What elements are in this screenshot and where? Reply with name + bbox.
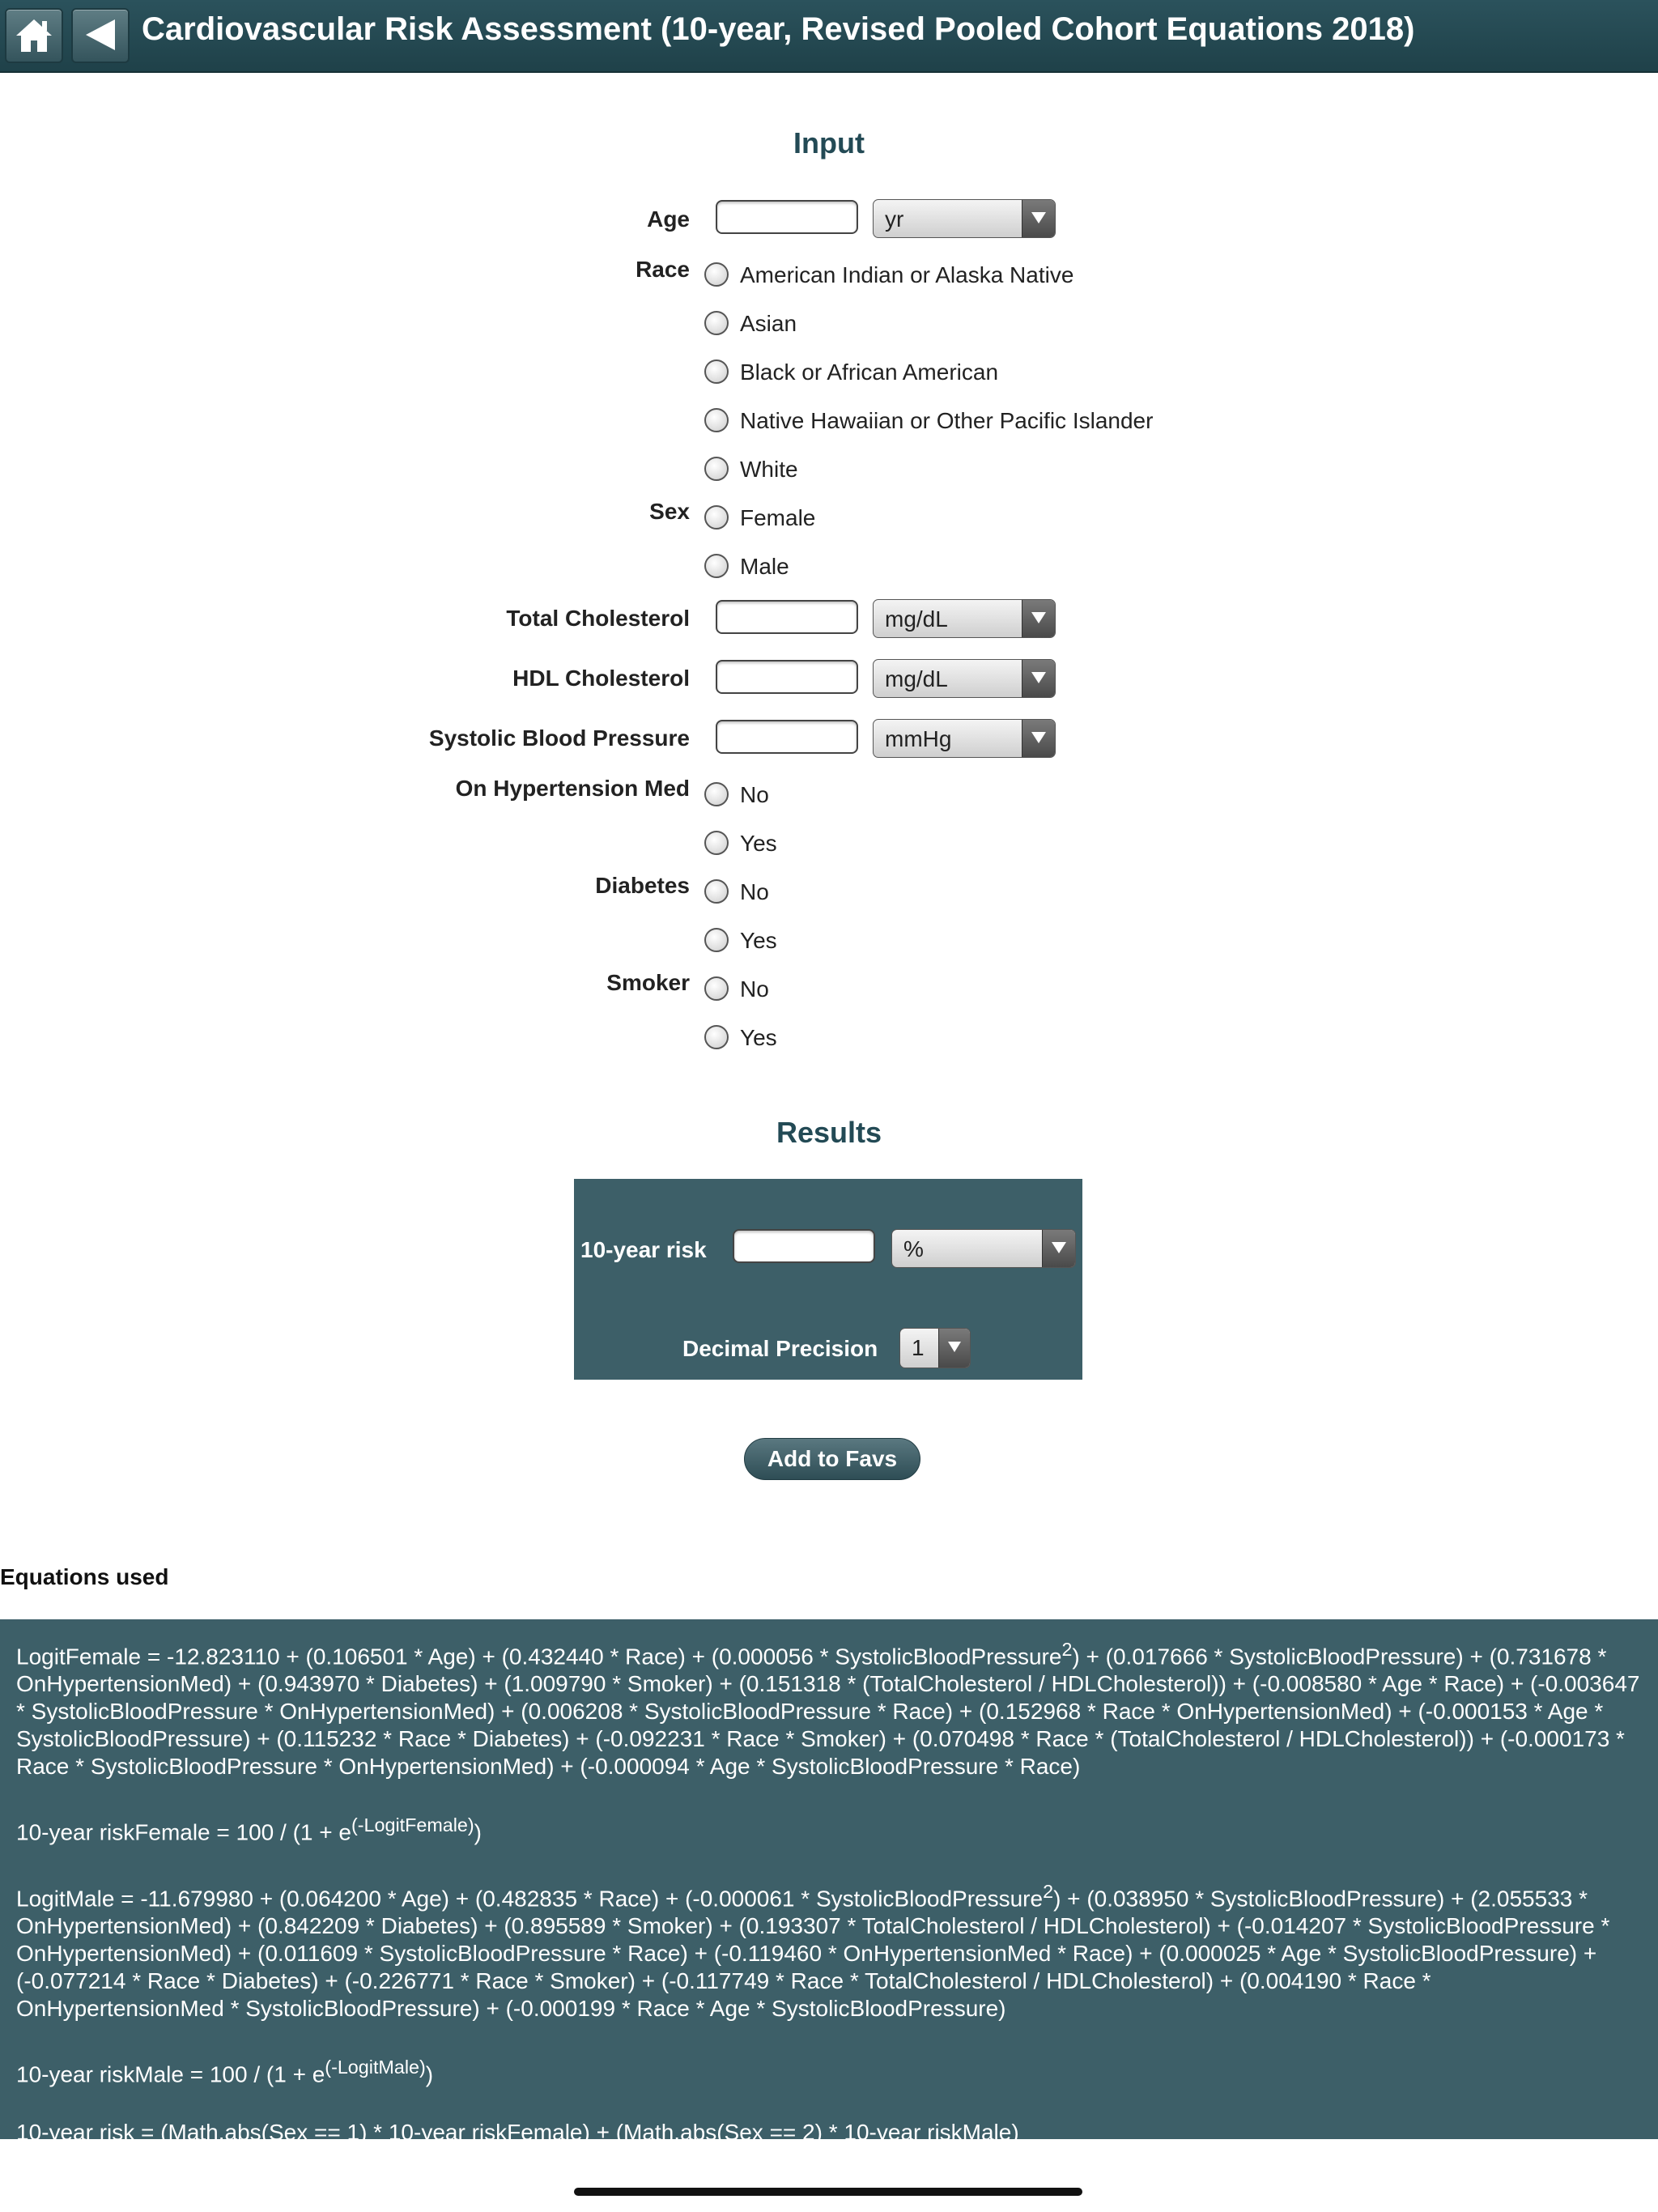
total-cholesterol-unit-value: mg/dL [885, 606, 948, 632]
results-panel [574, 1179, 1082, 1380]
smoker-label: Smoker [606, 970, 690, 995]
radio-button[interactable] [704, 782, 729, 806]
race-option-label: Asian [740, 311, 797, 336]
header-bar [0, 0, 1658, 73]
sex-option-label: Male [740, 554, 789, 579]
race-label: Race [636, 257, 690, 282]
hdl-cholesterol-unit-value: mg/dL [885, 666, 948, 691]
home-indicator [574, 2188, 1082, 2196]
systolic-bp-unit-value: mmHg [885, 726, 952, 751]
equation-logit-male: LogitMale = -11.679980 + (0.064200 * Age) + (0.482835 * Race) + (-0.000061 * SystolicBloodPressure$^2$) + (0.038950 * SystolicBloodPressure) + (2.055533 * OnHypertensionMed) + (0.842209 * Diabetes) + (0.895589 * Smoker) + (0.193307 * TotalCholesterol / HDLCholesterol) + (-0.014207 * SystolicBloodPressure * OnHypertensionMed) + (0.011609 * SystolicBloodPressure * Race) + (-0.119460 * OnHypertensionMed * Race) + (0.000025 * Age * SystolicBloodPressure) + (-0.077214 * Race * Diabetes) + (-0.226771 * Race * Smoker) + (-0.117749 * Race * TotalCholesterol / HDLCholesterol) + (0.004190 * Race * OnHypertensionMed * SystolicBloodPressure) + (-0.000199 * Race * Age * SystolicBloodPressure) [16, 1880, 1610, 2021]
hypertension-med-option-label: No [740, 782, 769, 807]
equation-risk-male: 10-year riskMale = $100 / (1 + e^{(-LogitMale)})$ [16, 2056, 434, 2087]
hdl-cholesterol-label: HDL Cholesterol [512, 666, 690, 691]
equation-risk-female: 10-year riskFemale = $100 / (1 + e^{(-LogitFemale)})$ [16, 1814, 482, 1845]
age-label: Age [647, 206, 690, 232]
radio-button[interactable] [704, 505, 729, 530]
radio-button[interactable] [704, 879, 729, 904]
age-input[interactable] [716, 200, 858, 234]
risk-output[interactable] [733, 1229, 875, 1263]
back-button[interactable] [71, 8, 130, 63]
smoker-option-label: Yes [740, 1025, 777, 1050]
total-cholesterol-label: Total Cholesterol [506, 606, 690, 631]
chevron-down-icon [1042, 1230, 1075, 1267]
radio-button[interactable] [704, 1025, 729, 1049]
chevron-down-icon [1022, 720, 1055, 757]
back-arrow-icon [81, 16, 120, 53]
radio-button[interactable] [704, 311, 729, 335]
equations-title: Equations used [0, 1564, 169, 1589]
risk-unit-select[interactable] [891, 1229, 1076, 1268]
chevron-down-icon [1022, 200, 1055, 237]
home-icon [15, 16, 53, 53]
race-option-label: Native Hawaiian or Other Pacific Islander [740, 408, 1154, 433]
sex-option-label: Female [740, 505, 816, 530]
diabetes-option-label: Yes [740, 928, 777, 953]
radio-button[interactable] [704, 359, 729, 384]
race-option-label: Black or African American [740, 359, 999, 385]
risk-label: 10-year risk [580, 1237, 707, 1262]
hypertension-med-option-label: Yes [740, 831, 777, 856]
age-unit-value: yr [885, 206, 904, 232]
diabetes-label: Diabetes [595, 873, 690, 898]
race-option-label: American Indian or Alaska Native [740, 262, 1074, 287]
precision-label: Decimal Precision [682, 1336, 878, 1361]
age-unit-select[interactable] [873, 199, 1056, 238]
add-to-favs-button[interactable]: Add to Favs [744, 1438, 920, 1480]
chevron-down-icon [1022, 660, 1055, 697]
precision-select[interactable] [899, 1328, 971, 1368]
chevron-down-icon [938, 1329, 970, 1368]
radio-button[interactable] [704, 928, 729, 952]
total-cholesterol-input[interactable] [716, 600, 858, 634]
hdl-cholesterol-input[interactable] [716, 660, 858, 694]
risk-unit-value: % [903, 1236, 924, 1261]
chevron-down-icon [1022, 600, 1055, 637]
radio-button[interactable] [704, 408, 729, 432]
equation-logit-female: LogitFemale = -12.823110 + (0.106501 * Age) + (0.432440 * Race) + (0.000056 * SystolicBloodPressure$^2$) + (0.017666 * SystolicBloodPressure) + (0.731678 * OnHypertensionMed) + (0.943970 * Diabetes) + (1.009790 * Smoker) + (0.151318 * (TotalCholesterol / HDLCholesterol)) + (-0.008580 * Age * Race) + (-0.003647 * SystolicBloodPressure * OnHypertensionMed) + (0.006208 * SystolicBloodPressure * Race) + (0.152968 * Race * OnHypertensionMed) + (-0.000153 * Age * SystolicBloodPressure) + (0.115232 * Race * Diabetes) + (-0.092231 * Race * Smoker) + (0.070498 * Race * (TotalCholesterol / HDLCholesterol)) + (-0.000173 * Race * SystolicBloodPressure * OnHypertensionMed) + (-0.000094 * Age * SystolicBloodPressure * Race) [16, 1639, 1640, 1780]
results-section-title: Results [776, 1116, 882, 1149]
smoker-option-label: No [740, 976, 769, 1002]
radio-button[interactable] [704, 831, 729, 855]
total-cholesterol-unit-select[interactable] [873, 599, 1056, 638]
race-option-label: White [740, 457, 798, 482]
radio-button[interactable] [704, 554, 729, 578]
systolic-bp-unit-select[interactable] [873, 719, 1056, 758]
systolic-bp-input[interactable] [716, 720, 858, 754]
radio-button[interactable] [704, 262, 729, 287]
home-button[interactable] [5, 8, 63, 63]
systolic-bp-label: Systolic Blood Pressure [428, 725, 690, 751]
radio-button[interactable] [704, 457, 729, 481]
equation-risk-total: 10-year risk = (Math.abs(Sex == 1) * 10-year riskFemale) + (Math.abs(Sex == 2) * 10-year riskMale) [16, 2120, 1019, 2146]
diabetes-option-label: No [740, 879, 769, 904]
equations-panel [0, 1619, 1658, 2146]
hdl-cholesterol-unit-select[interactable] [873, 659, 1056, 698]
input-section-title: Input [793, 126, 865, 160]
radio-button[interactable] [704, 976, 729, 1001]
sex-label: Sex [649, 499, 690, 524]
precision-value: 1 [912, 1335, 925, 1360]
hypertension-med-label: On Hypertension Med [455, 776, 690, 801]
page-title: Cardiovascular Risk Assessment (10-year, Revised Pooled Cohort Equations 2018) [142, 11, 1415, 47]
